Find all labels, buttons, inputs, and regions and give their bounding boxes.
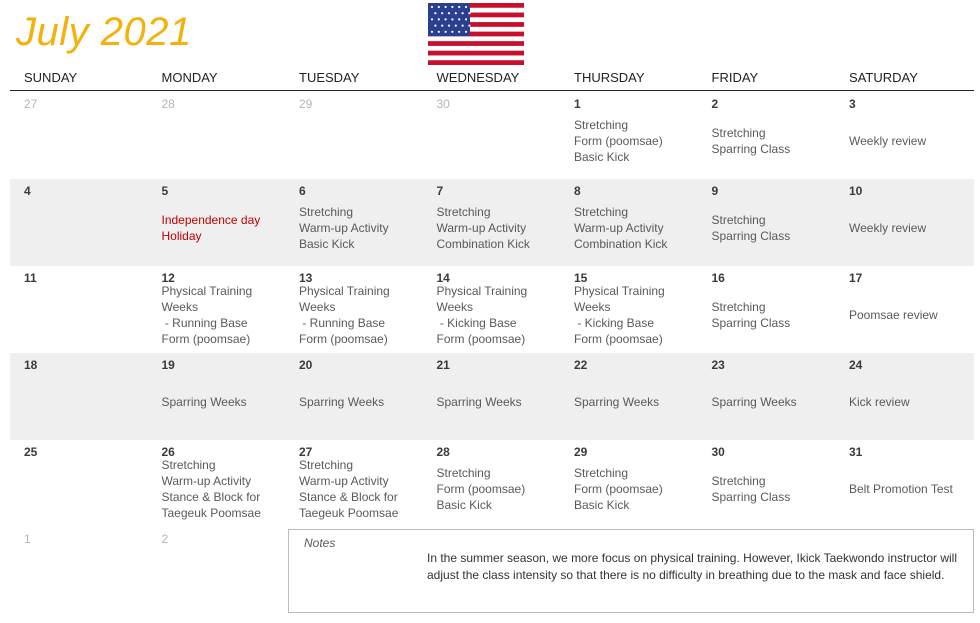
day-cell[interactable] — [10, 92, 147, 179]
day-events — [574, 92, 695, 179]
day-cell[interactable] — [423, 353, 560, 440]
day-number: 25 — [24, 445, 38, 459]
weekday-wednesday: WEDNESDAY — [436, 70, 520, 85]
event-line: Sparring Weeks — [574, 394, 660, 409]
event-line: Stretching — [574, 204, 629, 219]
day-number: 26 — [161, 445, 175, 459]
day-number: 16 — [711, 271, 725, 285]
event-line: Taegeuk Poomsae — [161, 505, 261, 520]
event-line: Form (poomsae) — [436, 481, 526, 496]
day-events — [574, 440, 695, 527]
event-line: - Kicking Base — [574, 315, 655, 330]
day-cell[interactable] — [285, 266, 422, 353]
day-events — [162, 266, 283, 353]
flag-star — [458, 6, 460, 8]
flag-star — [462, 25, 464, 27]
event-line: Independence day — [161, 212, 261, 227]
day-number: 1 — [24, 532, 31, 546]
day-cell[interactable] — [560, 92, 697, 179]
day-number: 20 — [299, 358, 313, 372]
flag-star — [468, 25, 470, 27]
day-cell[interactable] — [698, 440, 835, 527]
day-cell[interactable] — [148, 353, 285, 440]
day-number: 13 — [299, 271, 313, 285]
day-cell[interactable] — [10, 527, 147, 615]
flag-star — [462, 12, 464, 14]
event-line: Stretching — [711, 212, 766, 227]
day-cell[interactable] — [10, 179, 147, 266]
event-line: Basic Kick — [574, 497, 630, 512]
event-line: Sparring Weeks — [436, 394, 522, 409]
event-line: Weeks — [161, 299, 198, 314]
day-number: 3 — [849, 97, 856, 111]
week-row — [10, 440, 974, 527]
day-number: 28 — [436, 445, 450, 459]
day-cell[interactable] — [698, 92, 835, 179]
calendar-title: July 2021 — [16, 10, 192, 54]
flag-star — [465, 6, 467, 8]
day-cell[interactable] — [285, 440, 422, 527]
day-events — [574, 266, 695, 353]
event-line: Stretching — [436, 204, 491, 219]
flag-star — [455, 25, 457, 27]
day-cell[interactable] — [698, 353, 835, 440]
day-events — [849, 440, 970, 527]
day-cell[interactable] — [560, 179, 697, 266]
event-line: Poomsae review — [849, 307, 938, 322]
week-row — [10, 353, 974, 440]
flag-star — [465, 18, 467, 20]
day-events — [437, 179, 558, 266]
flag-star — [451, 18, 453, 20]
day-number: 30 — [436, 97, 450, 111]
event-line: - Kicking Base — [436, 315, 517, 330]
day-number: 22 — [574, 358, 588, 372]
event-line: Warm-up Activity — [299, 473, 389, 488]
day-cell[interactable] — [285, 92, 422, 179]
flag-star — [445, 6, 447, 8]
event-line: Physical Training — [161, 283, 253, 298]
day-number: 10 — [849, 184, 863, 198]
day-events — [574, 179, 695, 266]
day-number: 31 — [849, 445, 863, 459]
event-line: Stretching — [436, 465, 491, 480]
event-line: Basic Kick — [574, 149, 630, 164]
day-number: 27 — [24, 97, 38, 111]
day-events — [712, 266, 833, 353]
day-cell[interactable] — [148, 527, 285, 615]
week-row — [10, 179, 974, 266]
day-cell[interactable] — [10, 353, 147, 440]
day-events — [712, 179, 833, 266]
day-number: 8 — [574, 184, 581, 198]
event-line: Form (poomsae) — [574, 331, 663, 346]
day-events — [162, 440, 283, 527]
day-number: 7 — [436, 184, 444, 198]
event-line: Warm-up Activity — [436, 220, 527, 235]
day-events — [437, 440, 558, 527]
flag-star — [448, 25, 450, 27]
event-line: Taegeuk Poomsae — [299, 505, 399, 520]
event-line: - Running Base — [161, 315, 248, 330]
day-cell[interactable] — [423, 92, 560, 179]
day-number: 19 — [161, 358, 175, 372]
weekday-saturday: SATURDAY — [849, 70, 918, 85]
day-number: 21 — [436, 358, 450, 372]
flag-star — [445, 31, 447, 33]
event-line: Sparring Class — [711, 489, 791, 504]
day-events — [712, 440, 833, 527]
flag-star — [431, 6, 433, 8]
flag-stripe — [428, 41, 524, 46]
event-line: Warm-up Activity — [299, 220, 389, 235]
day-number: 5 — [161, 184, 169, 198]
us-flag-icon — [428, 3, 524, 65]
flag-star — [434, 12, 436, 14]
event-line: Stretching — [711, 125, 766, 140]
flag-star — [455, 12, 457, 14]
day-events — [299, 353, 420, 440]
day-number: 24 — [849, 358, 863, 372]
day-cell[interactable] — [423, 266, 560, 353]
event-line: Weekly review — [849, 133, 927, 148]
day-events — [162, 353, 283, 440]
event-line: Stretching — [711, 473, 766, 488]
day-cell[interactable] — [10, 440, 147, 527]
event-line: Basic Kick — [299, 236, 355, 251]
day-events — [299, 440, 420, 527]
day-number: 4 — [24, 184, 31, 198]
event-line: Physical Training — [299, 283, 390, 298]
day-cell[interactable] — [835, 353, 972, 440]
flag-star — [451, 6, 453, 8]
flag-star — [434, 25, 436, 27]
day-number: 17 — [849, 271, 863, 285]
flag-star — [458, 31, 460, 33]
day-cell[interactable] — [698, 179, 835, 266]
day-cell[interactable] — [835, 179, 972, 266]
flag-stripe — [428, 51, 524, 56]
event-line: Form (poomsae) — [161, 331, 251, 346]
week-row — [10, 266, 974, 353]
event-line: Stretching — [711, 299, 766, 314]
week-row — [10, 92, 974, 179]
event-line: - Running Base — [299, 315, 386, 330]
day-number: 2 — [161, 532, 169, 546]
day-events — [849, 92, 970, 179]
day-events — [712, 92, 833, 179]
flag-star — [468, 12, 470, 14]
weekday-header — [10, 70, 974, 91]
flag-star — [441, 12, 443, 14]
event-line: Sparring Weeks — [711, 394, 797, 409]
event-line: Form (poomsae) — [299, 331, 388, 346]
flag-stripe — [428, 60, 524, 65]
event-line: Kick review — [849, 394, 910, 409]
event-line: Stretching — [299, 204, 354, 219]
day-cell[interactable] — [835, 92, 972, 179]
event-line: Form (poomsae) — [574, 133, 663, 148]
day-cell[interactable] — [835, 440, 972, 527]
event-line: Weeks — [436, 299, 473, 314]
flag-star — [438, 18, 440, 20]
flag-stripe — [428, 36, 524, 41]
day-number: 30 — [711, 445, 725, 459]
day-number: 29 — [299, 97, 313, 111]
day-number: 12 — [161, 271, 175, 285]
weekday-tuesday: TUESDAY — [299, 70, 360, 85]
event-line: Sparring Weeks — [299, 394, 385, 409]
event-line: Form (poomsae) — [436, 331, 526, 346]
event-line: Belt Promotion Test — [849, 481, 953, 496]
day-events — [162, 179, 283, 266]
day-cell[interactable] — [148, 440, 285, 527]
event-line: Sparring Class — [711, 228, 791, 243]
flag-star — [445, 18, 447, 20]
day-cell[interactable] — [285, 353, 422, 440]
weekday-thursday: THURSDAY — [574, 70, 645, 85]
event-line: Stance & Block for — [299, 489, 398, 504]
day-number: 9 — [711, 184, 719, 198]
flag-star — [451, 31, 453, 33]
notes-label: Notes — [304, 536, 336, 550]
day-cell[interactable] — [148, 266, 285, 353]
day-cell[interactable] — [835, 266, 972, 353]
day-number: 18 — [24, 358, 38, 372]
event-line: Holiday — [161, 228, 202, 243]
day-events — [849, 353, 970, 440]
event-line: Stretching — [574, 117, 629, 132]
event-line: Basic Kick — [436, 497, 492, 512]
day-number: 2 — [711, 97, 719, 111]
event-line: Sparring Weeks — [161, 394, 247, 409]
event-line: Sparring Class — [711, 141, 791, 156]
day-cell[interactable] — [10, 266, 147, 353]
day-cell[interactable] — [560, 440, 697, 527]
day-cell[interactable] — [423, 440, 560, 527]
day-events — [437, 266, 558, 353]
day-cell[interactable] — [423, 179, 560, 266]
day-number: 29 — [574, 445, 588, 459]
event-line: Form (poomsae) — [574, 481, 663, 496]
flag-star — [431, 31, 433, 33]
flag-star — [448, 12, 450, 14]
event-line: Combination Kick — [574, 236, 668, 251]
day-number: 1 — [574, 97, 581, 111]
flag-stripe — [428, 46, 524, 51]
event-line: Weekly review — [849, 220, 927, 235]
event-line: Sparring Class — [711, 315, 791, 330]
day-number: 15 — [574, 271, 588, 285]
notes-row — [10, 527, 974, 615]
day-number: 23 — [711, 358, 725, 372]
calendar-grid — [10, 92, 974, 615]
day-cell[interactable] — [148, 92, 285, 179]
day-cell[interactable] — [148, 179, 285, 266]
day-events — [299, 266, 420, 353]
flag-star — [441, 25, 443, 27]
day-events — [574, 353, 695, 440]
event-line: Weeks — [299, 299, 336, 314]
day-number: 14 — [436, 271, 450, 285]
event-line: Physical Training — [574, 283, 665, 298]
day-cell[interactable] — [698, 266, 835, 353]
day-cell[interactable] — [285, 179, 422, 266]
flag-star — [438, 6, 440, 8]
day-events — [437, 353, 558, 440]
day-number: 11 — [24, 271, 37, 285]
weekday-friday: FRIDAY — [711, 70, 759, 85]
event-line: Warm-up Activity — [161, 473, 252, 488]
day-number: 28 — [161, 97, 175, 111]
day-events — [712, 353, 833, 440]
weekday-monday: MONDAY — [161, 70, 218, 85]
notes-text: In the summer season, we more focus on physical training. However, Ikick Taekwondo instructor will adjust the class intensity so that there is no difficulty in breathing due to the mask and face shield. — [427, 551, 958, 582]
event-line: Weeks — [574, 299, 611, 314]
weekday-sunday: SUNDAY — [24, 70, 78, 85]
day-events — [849, 179, 970, 266]
event-line: Stance & Block for — [161, 489, 261, 504]
event-line: Stretching — [574, 465, 629, 480]
event-line: Stretching — [161, 457, 216, 472]
day-number: 27 — [299, 445, 313, 459]
day-events — [849, 266, 970, 353]
day-cell[interactable] — [560, 353, 697, 440]
event-line: Combination Kick — [436, 236, 530, 251]
event-line: Physical Training — [436, 283, 528, 298]
day-cell[interactable] — [560, 266, 697, 353]
day-number: 6 — [299, 184, 306, 198]
flag-star — [438, 31, 440, 33]
flag-star — [458, 18, 460, 20]
flag-star — [431, 18, 433, 20]
flag-stripe — [428, 55, 524, 60]
event-line: Warm-up Activity — [574, 220, 664, 235]
flag-star — [465, 31, 467, 33]
event-line: Stretching — [299, 457, 354, 472]
day-events — [299, 179, 420, 266]
notes-box — [288, 529, 974, 613]
